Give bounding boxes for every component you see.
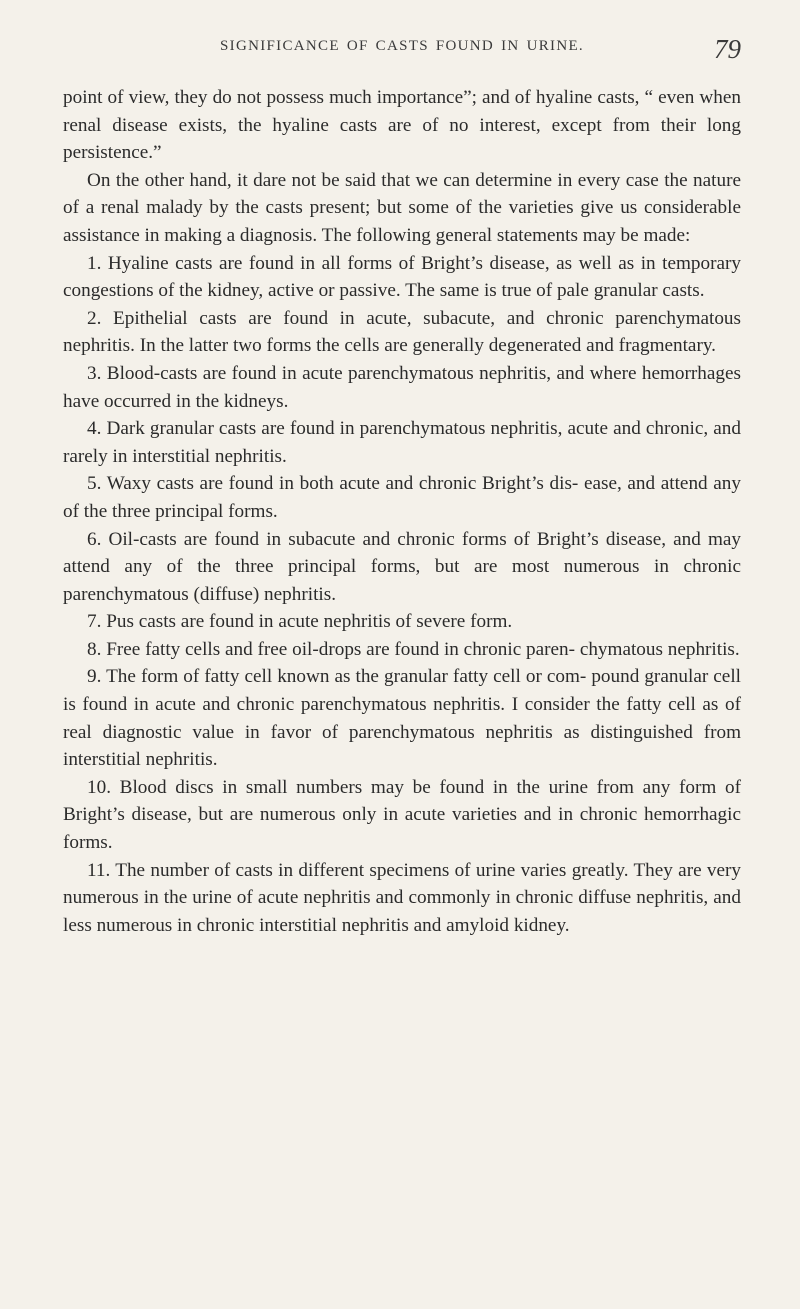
statement-11: 11. The number of casts in different specimens of urine varies greatly. They are very numerous in the urine of acute nephritis and commonly in chronic diffuse nephritis, and less numerous in chronic interstitial nephritis and amyloid kidney. [63,859,741,936]
statement-4: 4. Dark granular casts are found in parenchymatous nephritis, acute and chronic, and rarely in interstitial nephritis. [63,418,741,467]
paragraph-continuation: point of view, they do not possess much importance”; and of hyaline casts, “ even when renal disease exists, the hyaline casts are of no interest, except from their long persistence.” [63,87,741,164]
statement-2: 2. Epithelial casts are found in acute, subacute, and chronic parenchymatous nephritis. In the latter two forms the cells are generally degenerated and fragmentary. [63,307,741,357]
running-title: SIGNIFICANCE OF CASTS FOUND IN URINE. [220,38,584,54]
page-number: 79 [714,34,741,64]
statement-6: 6. Oil-casts are found in subacute and chronic forms of Bright’s disease, and may attend any of the three principal forms, but are most numerous in chronic parenchymatous (diffuse) nephritis. [63,528,741,605]
statement-8: 8. Free fatty cells and free oil-drops are found in chronic paren- chymatous nephritis. [87,638,740,660]
statement-10: 10. Blood discs in small numbers may be found in the urine from any form of Bright’s disease, but are numerous only in acute varieties and in chronic hemorrhagic forms. [63,776,741,854]
statement-9: 9. The form of fatty cell known as the granular fatty cell or com- pound granular cell is found in acute and chronic parenchymatous nephritis. I consider the fatty cell as of real diagnostic value in favor of parenchymatous nephritis as distinguished from interstitial nephritis. [63,666,741,771]
statement-1: 1. Hyaline casts are found in all forms of Bright’s disease, as well as in temporary congestions of the kidney, active or passive. The same is true of pale granular casts. [63,252,741,302]
statement-3: 3. Blood-casts are found in acute parenchymatous nephritis, and where hemorrhages have occurred in the kidneys. [63,362,741,412]
running-head [63,34,741,74]
book-page [63,34,741,939]
body-text [63,84,741,939]
paragraph-intro: On the other hand, it dare not be said that we can determine in every case the nature of a renal malady by the casts present; but some of the varieties give us considerable assistance in making a diagnosis. The following general statements may be made: [63,169,741,246]
statement-5: 5. Waxy casts are found in both acute and chronic Bright’s dis- ease, and attend any of the three principal forms. [63,473,741,522]
statement-7: 7. Pus casts are found in acute nephritis of severe form. [87,611,513,633]
